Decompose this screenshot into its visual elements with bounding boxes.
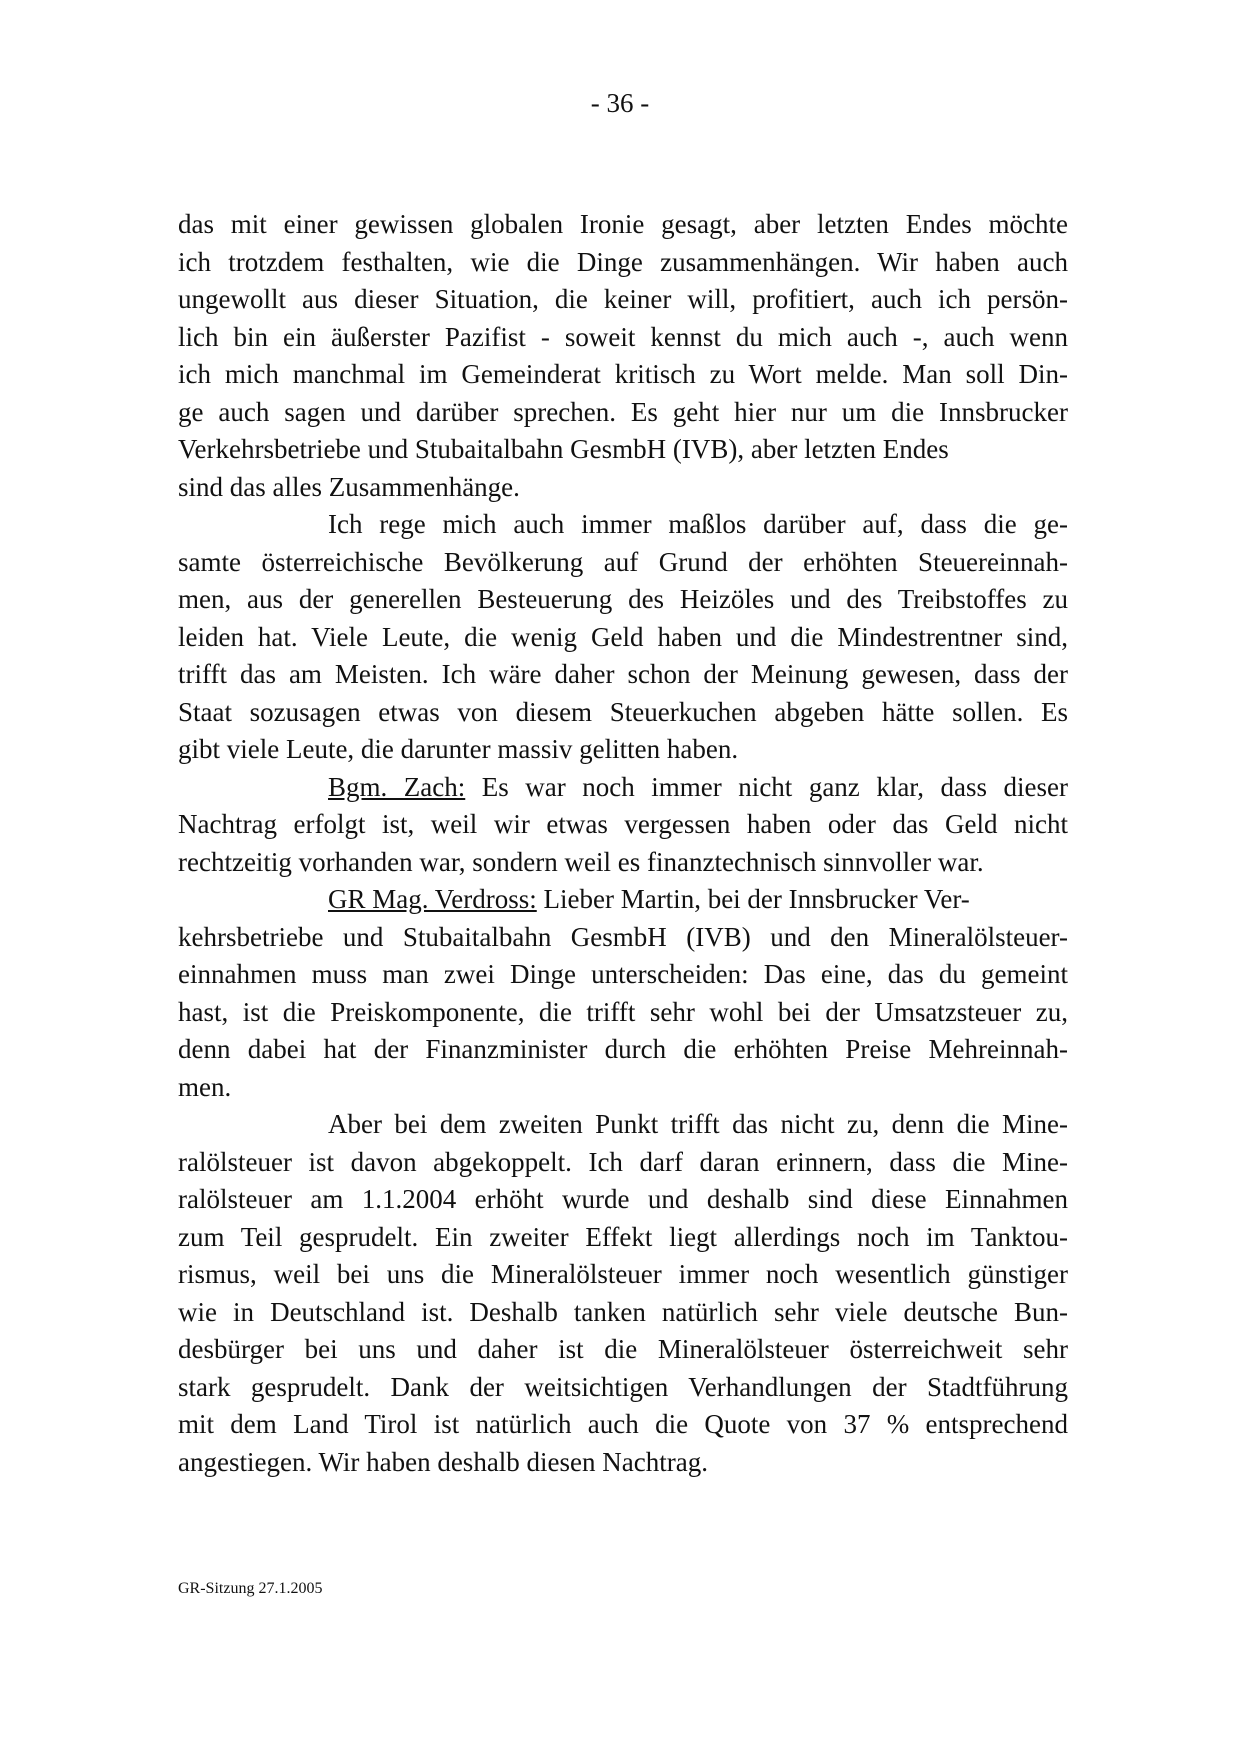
text-line: Ich rege mich auch immer maßlos darüber auf, dass die ge-	[328, 509, 1068, 539]
text-line: rismus, weil bei uns die Mineralölsteuer immer noch wesentlich günstiger	[178, 1259, 1068, 1289]
text-line: kehrsbetriebe und Stubaitalbahn GesmbH (IVB) und den Mineralölsteuer-	[178, 921, 1068, 952]
text-line: rechtzeitig vorhanden war, sondern weil es finanztechnisch sinnvoller war.	[178, 846, 984, 877]
text-line: ungewollt aus dieser Situation, die keiner will, profitiert, auch ich persön-	[178, 284, 1068, 314]
text-line: ge auch sagen und darüber sprechen. Es geht hier nur um die Innsbrucker	[178, 396, 1068, 427]
text-line: samte österreichische Bevölkerung auf Grund der erhöhten Steuereinnah-	[178, 546, 1068, 577]
body-text	[178, 206, 1068, 1481]
text-line: Staat sozusagen etwas von diesem Steuerkuchen abgeben hätte sollen. Es	[178, 696, 1068, 727]
text-line: ralölsteuer am 1.1.2004 erhöht wurde und deshalb sind diese Einnahmen	[178, 1184, 1068, 1214]
text-line	[178, 881, 1068, 919]
text-line: trifft das am Meisten. Ich wäre daher schon der Meinung gewesen, dass der	[178, 659, 1068, 689]
text-line: ralölsteuer ist davon abgekoppelt. Ich darf daran erinnern, dass die Mine-	[178, 1146, 1068, 1177]
text-line: stark gesprudelt. Dank der weitsichtigen Verhandlungen der Stadtführung	[178, 1371, 1068, 1402]
paragraph	[178, 881, 1068, 1106]
text-line: hast, ist die Preiskomponente, die trifft sehr wohl bei der Umsatzsteuer zu,	[178, 996, 1068, 1027]
paragraph	[178, 769, 1068, 882]
text-line: wie in Deutschland ist. Deshalb tanken natürlich sehr viele deutsche Bun-	[178, 1296, 1068, 1327]
text-line: gibt viele Leute, die darunter massiv gelitten haben.	[178, 734, 739, 764]
text-line: sind das alles Zusammenhänge.	[178, 471, 520, 502]
text-line: Verkehrsbetriebe und Stubaitalbahn GesmbH (IVB), aber letzten Endes	[178, 434, 949, 464]
text-line: ich trotzdem festhalten, wie die Dinge zusammenhängen. Wir haben auch	[178, 246, 1068, 277]
text-line: lich bin ein äußerster Pazifist - soweit kennst du mich auch -, auch wenn	[178, 321, 1068, 352]
text-line: das mit einer gewissen globalen Ironie gesagt, aber letzten Endes möchte	[178, 209, 1068, 239]
text-line: men.	[178, 1071, 232, 1102]
speaker-name: GR Mag. Verdross:	[328, 884, 537, 914]
text-line: mit dem Land Tirol ist natürlich auch die Quote von 37 % entsprechend	[178, 1409, 1068, 1439]
page-number: - 36 -	[590, 88, 650, 118]
paragraph	[178, 1106, 1068, 1481]
paragraph	[178, 206, 1068, 506]
text-line: men, aus der generellen Besteuerung des Heizöles und des Treibstoffes zu	[178, 584, 1068, 614]
speaker-name: Bgm. Zach:	[328, 771, 466, 802]
paragraph	[178, 506, 1068, 769]
text-line	[178, 769, 1068, 807]
text-line: einnahmen muss man zwei Dinge unterscheiden: Das eine, das du gemeint	[178, 959, 1068, 989]
text-line: Aber bei dem zweiten Punkt trifft das nicht zu, denn die Mine-	[328, 1109, 1068, 1139]
text-line: desbürger bei uns und daher ist die Mineralölsteuer österreichweit sehr	[178, 1334, 1068, 1364]
speech-text: Es war noch immer nicht ganz klar, dass dieser	[465, 771, 1068, 802]
footer-session-date: GR-Sitzung 27.1.2005	[178, 1580, 323, 1597]
speech-text: Lieber Martin, bei der Innsbrucker Ver-	[536, 884, 970, 914]
text-line: Nachtrag erfolgt ist, weil wir etwas vergessen haben oder das Geld nicht	[178, 809, 1068, 839]
text-line: angestiegen. Wir haben deshalb diesen Nachtrag.	[178, 1446, 708, 1477]
text-line: leiden hat. Viele Leute, die wenig Geld haben und die Mindestrentner sind,	[178, 621, 1068, 652]
text-line: denn dabei hat der Finanzminister durch die erhöhten Preise Mehreinnah-	[178, 1034, 1068, 1064]
text-line: ich mich manchmal im Gemeinderat kritisch zu Wort melde. Man soll Din-	[178, 359, 1068, 389]
text-line: zum Teil gesprudelt. Ein zweiter Effekt liegt allerdings noch im Tanktou-	[178, 1221, 1068, 1252]
